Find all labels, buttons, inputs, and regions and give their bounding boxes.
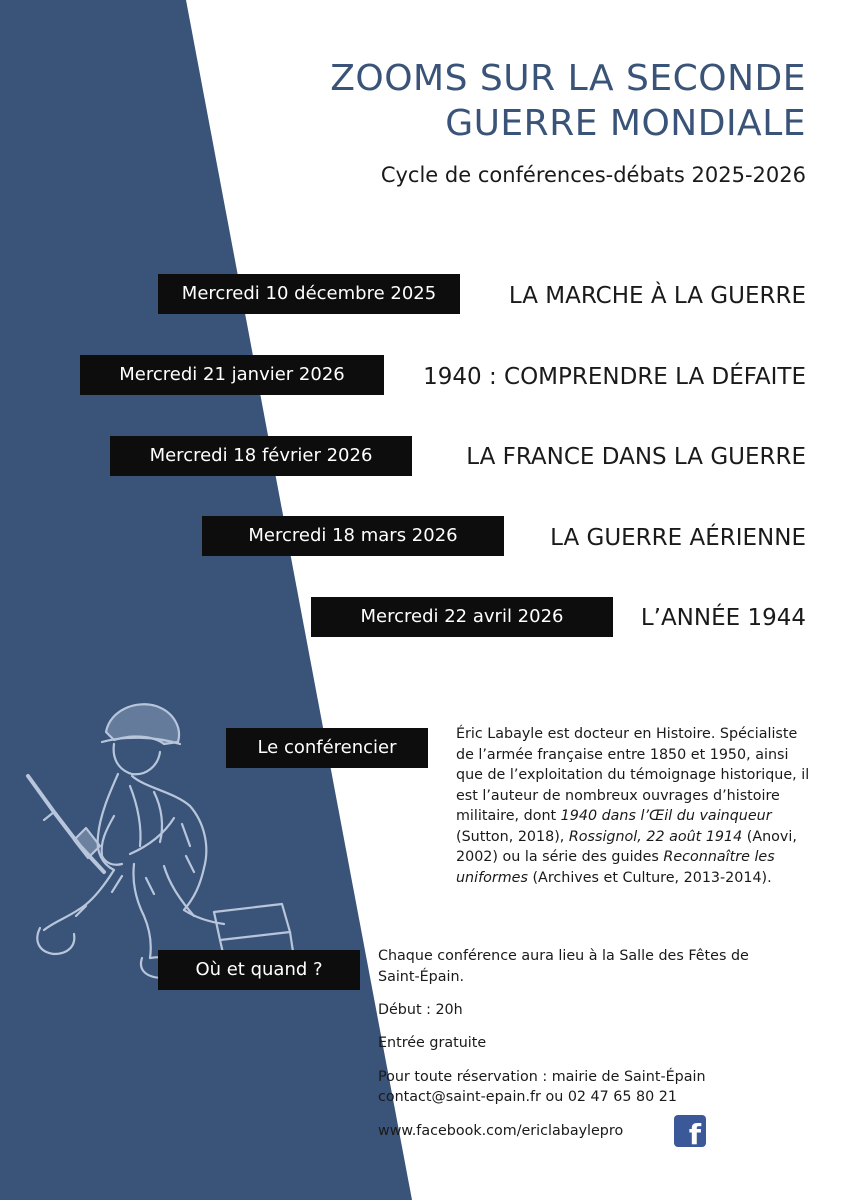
conference-title-5: L’ANNÉE 1944 <box>640 605 806 631</box>
conference-title-2: 1940 : COMPRENDRE LA DÉFAITE <box>423 364 806 390</box>
reservation-contact[interactable]: contact@saint-epain.fr ou 02 47 65 80 21 <box>378 1089 677 1105</box>
conference-date-1: Mercredi 10 décembre 2025 <box>158 274 460 314</box>
bio-book-2: Rossignol, 22 août 1914 <box>568 828 743 845</box>
where-when-label: Où et quand ? <box>158 950 360 990</box>
conference-title-1: LA MARCHE À LA GUERRE <box>508 283 806 309</box>
bio-text-1: Éric Labayle est docteur en Histoire. Spécialiste de l’armée française entre 1850 et 1950, ainsi que de l’exploitation du témoignage historique, il est l’auteur de nombreux ouvrages d’histoire militaire, dont <box>456 726 810 824</box>
start-time: Début : 20h <box>378 1002 463 1018</box>
title-line-2: GUERRE MONDIALE <box>445 103 806 144</box>
subtitle: Cycle de conférences-débats 2025-2026 <box>380 163 806 187</box>
bio-book-3: Reconnaître les uniformes <box>456 849 775 886</box>
conference-title-3: LA FRANCE DANS LA GUERRE <box>466 444 806 470</box>
title-line-1: ZOOMS SUR LA SECONDE <box>330 58 806 99</box>
facebook-link[interactable]: www.facebook.com/ericlabaylepro <box>378 1123 624 1139</box>
speaker-label: Le conférencier <box>226 728 428 768</box>
conference-title-4: LA GUERRE AÉRIENNE <box>550 525 806 551</box>
venue-text: Chaque conférence aura lieu à la Salle des Fêtes de Saint-Épain. <box>378 948 749 985</box>
conference-date-4: Mercredi 18 mars 2026 <box>202 516 504 556</box>
bio-text-2: (Sutton, 2018), <box>456 828 569 845</box>
entry-info: Entrée gratuite <box>378 1035 487 1051</box>
bio-book-1: 1940 dans l’Œil du vainqueur <box>560 808 772 824</box>
reservation-line-1: Pour toute réservation : mairie de Saint-Épain <box>378 1069 706 1085</box>
conference-date-5: Mercredi 22 avril 2026 <box>311 597 613 637</box>
bio-text-3: (Anovi, 2002) ou la série des guides <box>456 828 797 865</box>
conference-date-3: Mercredi 18 février 2026 <box>110 436 412 476</box>
bio-text-4: (Archives et Culture, 2013-2014). <box>527 869 772 886</box>
speaker-bio <box>456 724 816 888</box>
conference-date-2: Mercredi 21 janvier 2026 <box>80 355 384 395</box>
page-title <box>330 56 806 146</box>
facebook-icon[interactable]: f <box>674 1115 706 1147</box>
